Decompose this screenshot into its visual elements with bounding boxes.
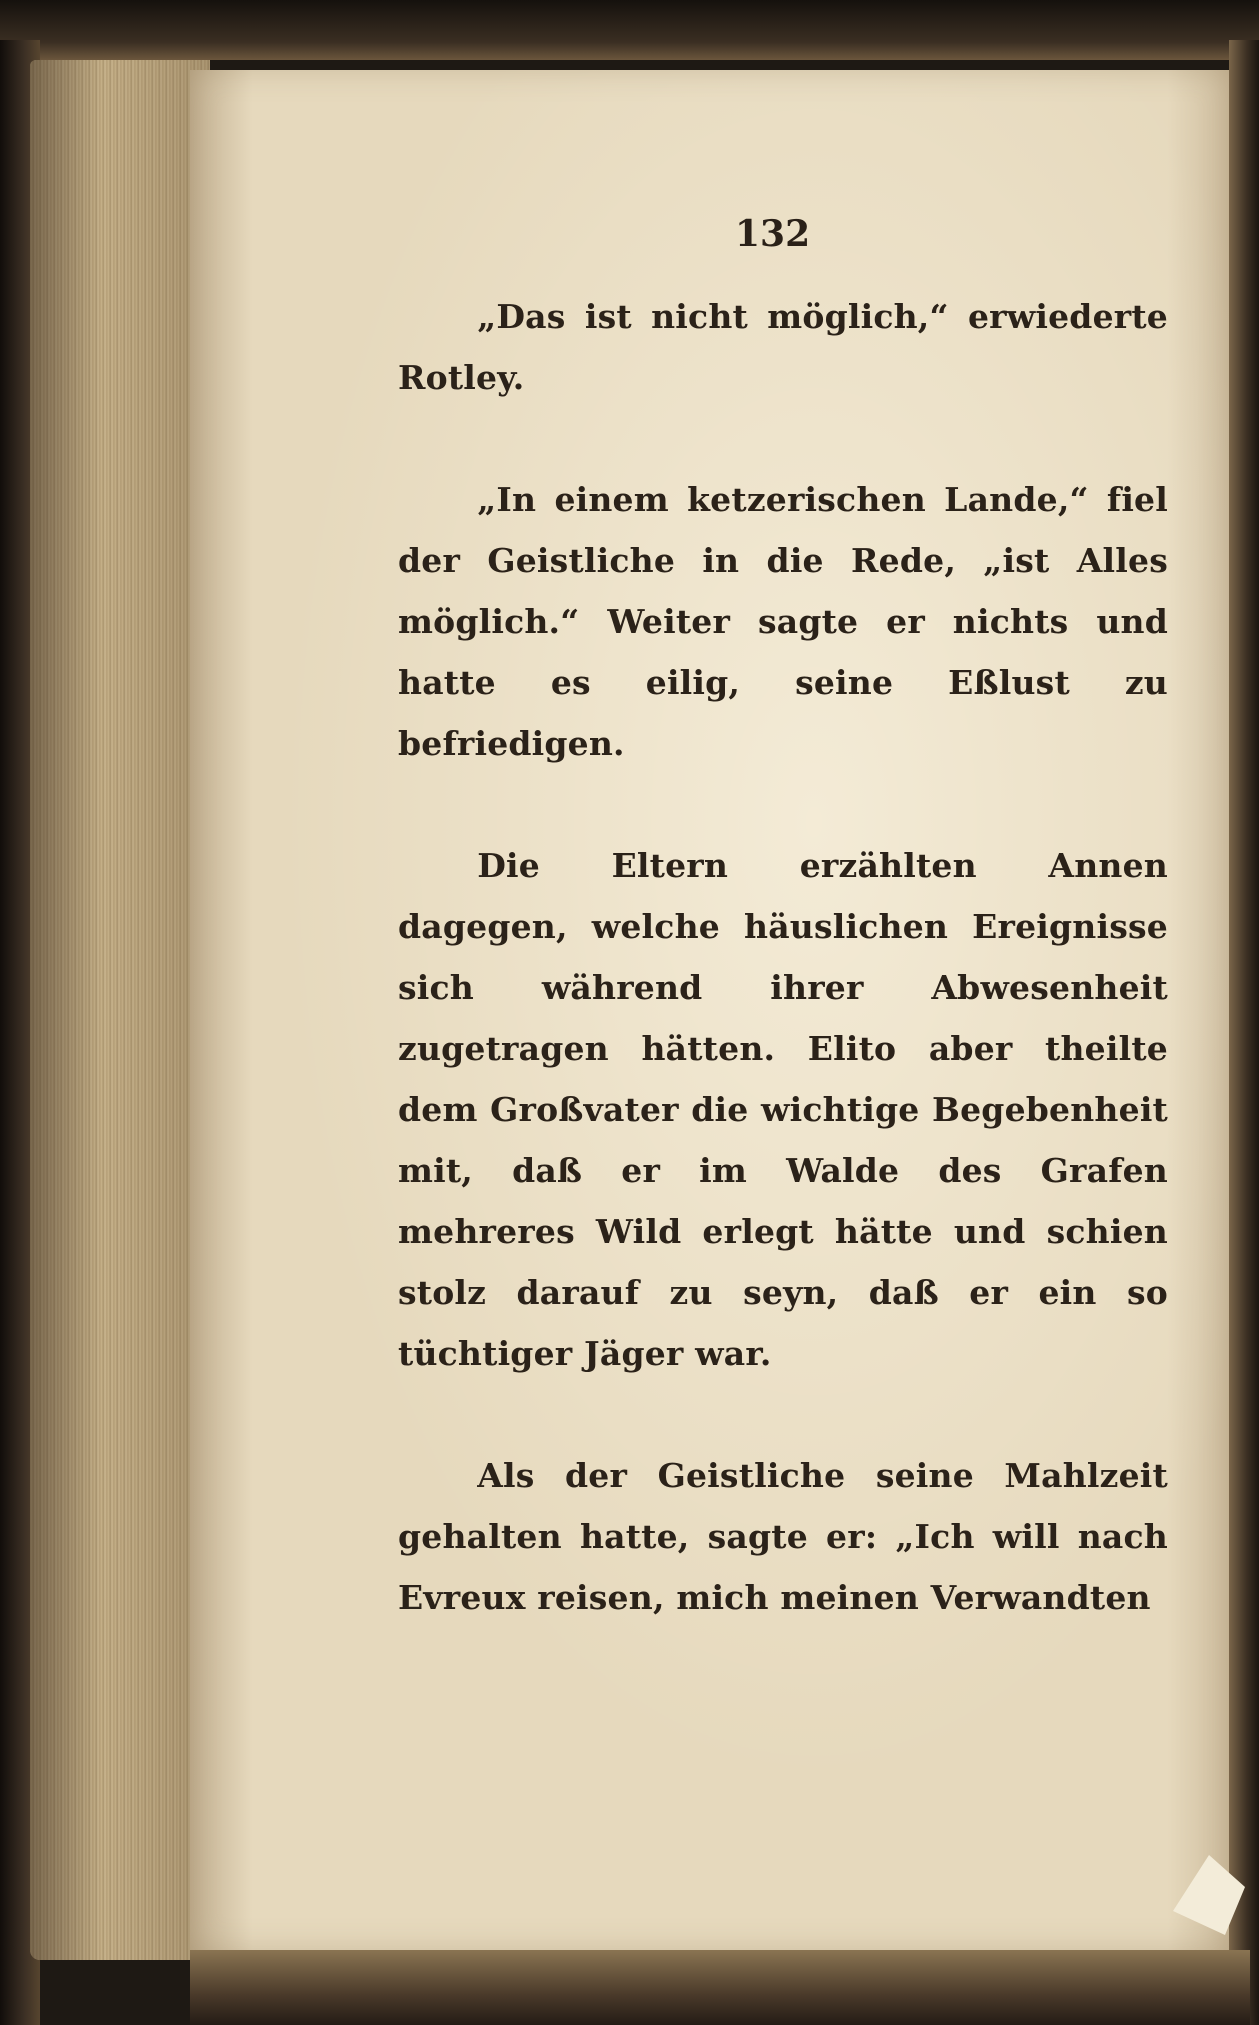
paragraph-4: Als der Geistliche seine Mahlzeit gehalten hatte, sagte er: „Ich will nach Evreux reisen, mich meinen Verwandten [398,1456,1168,1617]
page-number: 132 [735,213,811,255]
book-cover-right [1229,40,1259,2025]
paragraph-1: „Das ist nicht möglich,“ erwiederte Rotley. [398,297,1168,397]
book-cover-top [0,0,1259,60]
paragraph-2: „In einem ketzerischen Lande,“ fiel der Geistliche in die Rede, „ist Alles möglich.“ Weiter sagte er nichts und hatte es eilig, seine Eßlust zu befriedigen. [398,480,1168,763]
book-cover-bottom [190,1950,1250,2025]
paragraph-3: Die Eltern erzählten Annen dagegen, welche häuslichen Ereignisse sich während ihrer Abwesenheit zugetragen hätten. Elito aber theilte dem Großvater die wichtige Begebenheit mit, daß er im Walde des Grafen mehreres Wild erlegt hätte und schien stolz darauf zu seyn, daß er ein so tüchtiger Jäger war. [398,846,1168,1373]
page-text [398,286,1168,1628]
page-edges [30,60,210,1960]
